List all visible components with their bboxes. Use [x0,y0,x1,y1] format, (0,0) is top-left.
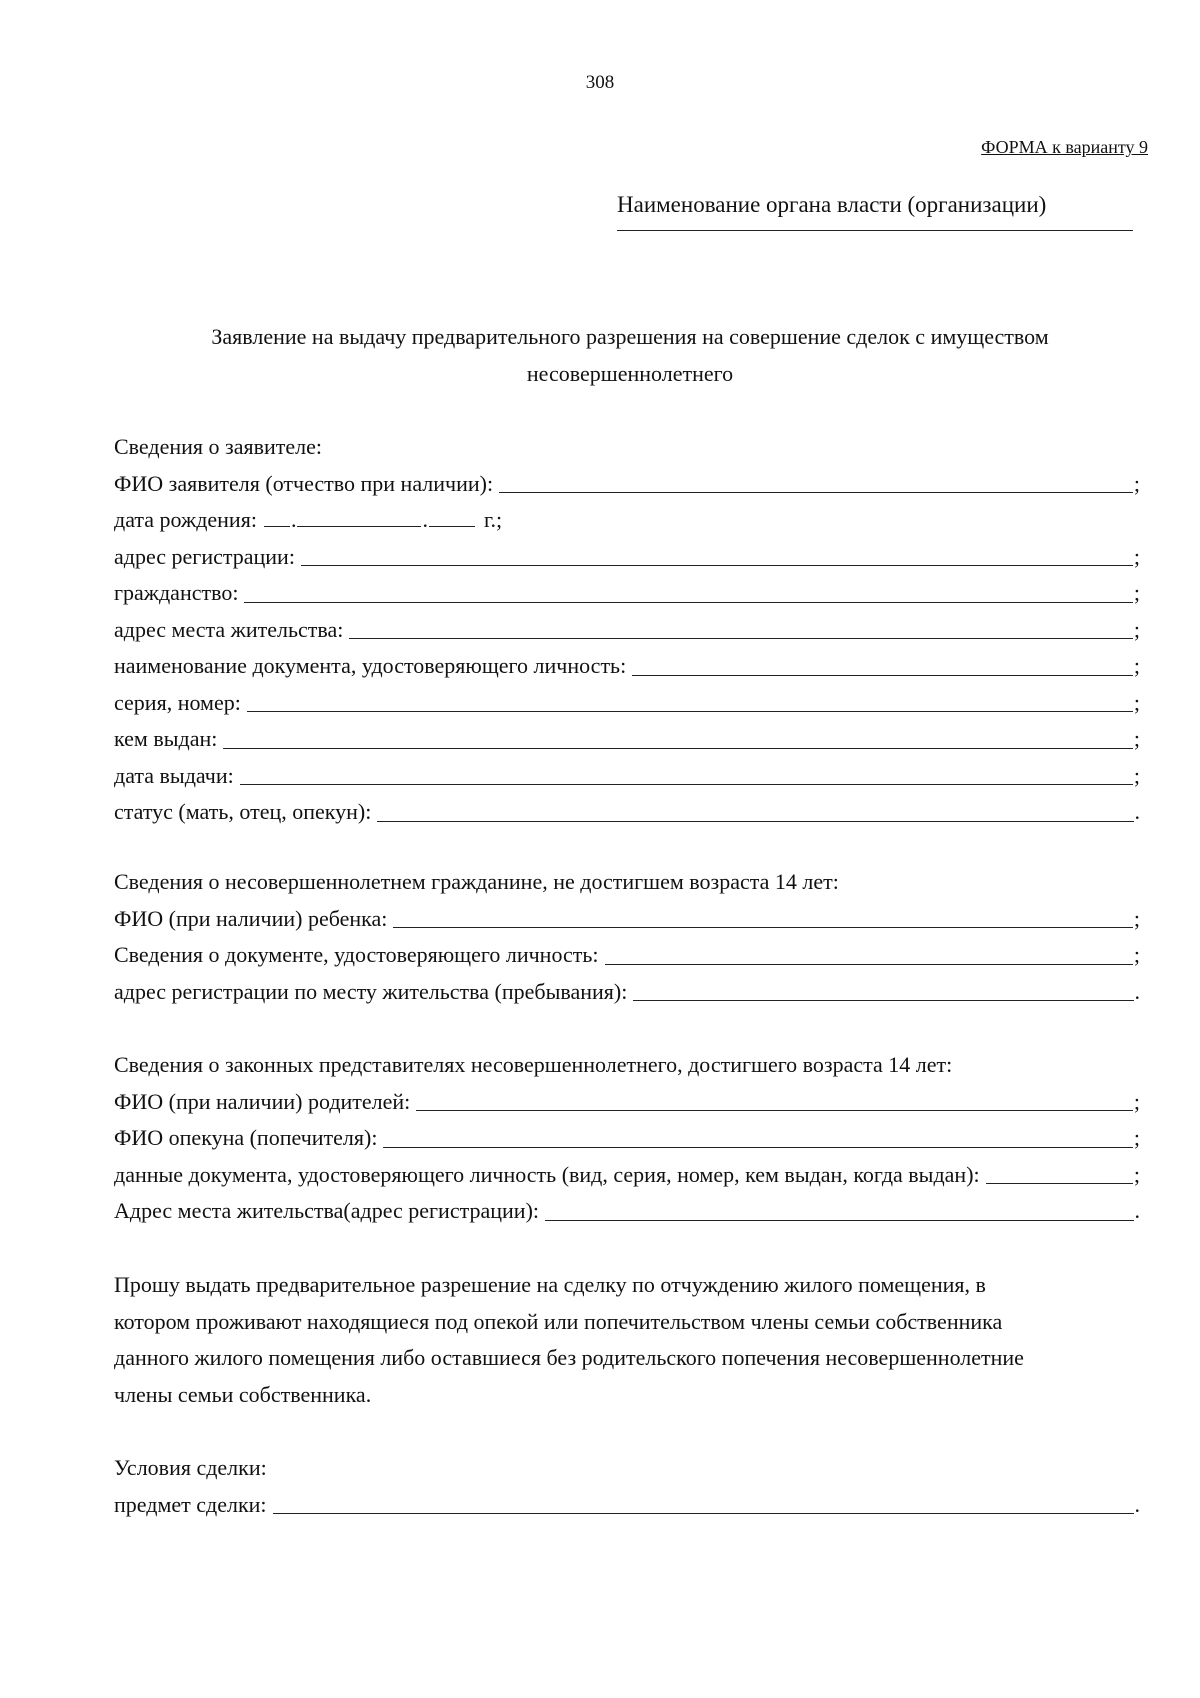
birth-day-field[interactable] [264,526,290,527]
status-label: статус (мать, отец, опекун): [114,799,372,824]
applicant-section [114,429,1140,831]
child-reg-label: адрес регистрации по месту жительства (пребывания): [114,978,628,1004]
child-reg-row [114,974,1140,1011]
series-number-row [114,685,1140,722]
citizenship-label: гражданство: [114,580,239,605]
parents-fio-row [114,1084,1140,1121]
birth-year-field[interactable] [429,526,475,527]
rep-address-field[interactable] [545,1220,1133,1221]
citizenship-row [114,575,1140,612]
title-line-1: Заявление на выдачу предварительного разрешения на совершение сделок с имуществом [211,324,1049,349]
deal-heading: Условия сделки: [114,1455,267,1480]
guardian-fio-field[interactable] [383,1147,1132,1148]
row-end-mark: . [1134,1198,1140,1223]
form-reference: ФОРМА к варианту 9 [981,137,1148,157]
applicant-heading: Сведения о заявителе: [114,434,323,459]
status-row [114,794,1140,831]
representatives-heading: Сведения о законных представителях несовершеннолетнего, достигшего возраста 14 лет: [114,1052,953,1077]
series-number-label: серия, номер: [114,689,241,715]
row-end-mark: . [1134,978,1140,1004]
issue-date-label: дата выдачи: [114,762,234,788]
child-fio-field[interactable] [393,927,1132,928]
row-end-mark: ; [1133,762,1140,788]
child-doc-field[interactable] [605,964,1133,965]
applicant-fio-field[interactable] [499,492,1133,493]
applicant-fio-row [114,466,1140,503]
birth-month-field[interactable] [297,526,421,527]
citizenship-field[interactable] [244,602,1132,603]
series-number-field[interactable] [247,711,1133,712]
residence-field[interactable] [349,638,1132,639]
residence-row [114,612,1140,649]
date-separator: . [422,507,428,532]
id-document-field[interactable] [632,675,1133,676]
authority-line[interactable] [617,230,1133,231]
issued-by-label: кем выдан: [114,726,218,751]
residence-label: адрес места жительства: [114,616,344,642]
row-end-mark: ; [1133,1088,1140,1114]
applicant-fio-label: ФИО заявителя (отчество при наличии): [114,470,494,496]
request-paragraph [114,1267,1134,1413]
birth-date-suffix: г.; [483,507,503,532]
row-end-mark: ; [1133,1161,1140,1187]
deal-subject-field[interactable] [273,1513,1134,1514]
document-title [100,318,1160,392]
minor-heading: Сведения о несовершеннолетнем гражданине, не достигшем возраста 14 лет: [114,869,839,894]
row-end-mark: ; [1133,470,1140,496]
row-end-mark: ; [1133,905,1140,931]
row-end-mark: ; [1133,653,1140,678]
issued-by-row [114,721,1140,758]
child-fio-row [114,901,1140,938]
reg-address-row [114,539,1140,576]
row-end-mark: . [1134,1491,1140,1517]
issued-by-field[interactable] [223,748,1133,749]
row-end-mark: ; [1133,543,1140,569]
date-separator: . [290,507,297,532]
id-document-row [114,648,1140,685]
doc-data-field[interactable] [986,1183,1133,1184]
id-document-label: наименование документа, удостоверяющего личность: [114,653,627,678]
row-end-mark: . [1134,799,1140,824]
representatives-section [114,1047,1140,1230]
rep-address-label: Адрес места жительства(адрес регистрации): [114,1198,540,1223]
deal-section [114,1450,1140,1523]
guardian-fio-row [114,1120,1140,1157]
status-field[interactable] [377,821,1133,822]
parents-fio-field[interactable] [416,1110,1133,1111]
deal-subject-row [114,1487,1140,1524]
request-line-4: члены семьи собственника. [114,1381,372,1407]
row-end-mark: ; [1133,616,1140,642]
birth-date-row [114,502,1140,539]
row-end-mark: ; [1133,942,1140,967]
issue-date-field[interactable] [240,784,1133,785]
request-line-1: Прошу выдать предварительное разрешение на сделку по отчуждению жилого помещения, в [114,1272,986,1297]
minor-section [114,864,1140,1010]
child-reg-field[interactable] [633,1000,1133,1001]
deal-subject-label: предмет сделки: [114,1491,267,1517]
reg-address-label: адрес регистрации: [114,543,295,569]
doc-data-row [114,1157,1140,1194]
page-number: 308 [585,72,615,93]
birth-date-label: дата рождения: [114,507,257,532]
row-end-mark: ; [1133,1125,1140,1150]
parents-fio-label: ФИО (при наличии) родителей: [114,1088,411,1114]
issue-date-row [114,758,1140,795]
authority-block [617,190,1137,231]
row-end-mark: ; [1133,689,1140,715]
reg-address-field[interactable] [301,565,1133,566]
rep-address-row [114,1193,1140,1230]
child-fio-label: ФИО (при наличии) ребенка: [114,905,388,931]
child-doc-row [114,937,1140,974]
request-line-2: котором проживают находящиеся под опекой или попечительством члены семьи собственника [114,1308,1003,1334]
title-line-2: несовершеннолетнего [526,361,734,386]
request-line-3: данного жилого помещения либо оставшиеся без родительского попечения несовершеннолетние [114,1345,1024,1370]
doc-data-label: данные документа, удостоверяющего личность (вид, серия, номер, кем выдан, когда выдан): [114,1161,980,1187]
authority-label: Наименование органа власти (организации) [617,192,1047,217]
row-end-mark: ; [1133,726,1140,751]
child-doc-label: Сведения о документе, удостоверяющего личность: [114,942,599,967]
guardian-fio-label: ФИО опекуна (попечителя): [114,1125,378,1150]
row-end-mark: ; [1133,580,1140,605]
